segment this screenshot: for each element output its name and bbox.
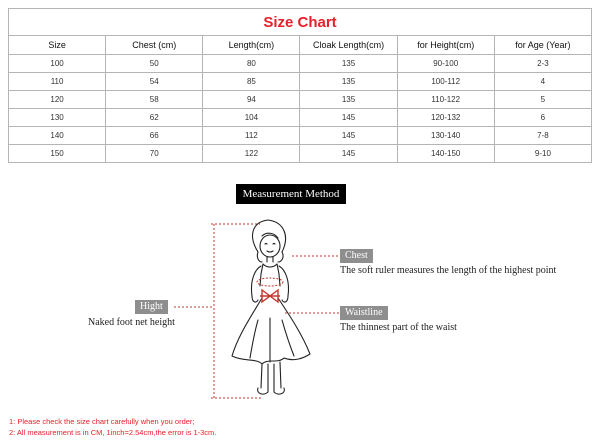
waistline-label: Waistline: [340, 306, 388, 320]
table-cell: 70: [106, 145, 203, 163]
table-cell: 94: [203, 91, 300, 109]
table-cell: 135: [300, 91, 397, 109]
girl-icon: [232, 220, 310, 394]
table-cell: 85: [203, 73, 300, 91]
table-cell: 120: [9, 91, 106, 109]
height-guide: [174, 224, 262, 398]
table-cell: 145: [300, 127, 397, 145]
table-cell: 100: [9, 55, 106, 73]
table-cell: 6: [494, 109, 591, 127]
table-cell: 104: [203, 109, 300, 127]
note-item: 1: Please check the size chart carefully when you order;: [9, 417, 195, 426]
column-header-cloak-length: Cloak Length(cm): [300, 36, 397, 55]
table-cell: 130-140: [397, 127, 494, 145]
table-cell: 122: [203, 145, 300, 163]
height-label: Hight: [135, 300, 168, 314]
column-header-height: for Height(cm): [397, 36, 494, 55]
table-cell: 9-10: [494, 145, 591, 163]
height-description: Naked foot net height: [88, 317, 175, 328]
note-item: 2: All measurement is in CM, 1inch=2.54cm,the error is 1-3cm.: [9, 428, 217, 437]
table-cell: 110: [9, 73, 106, 91]
table-cell: 5: [494, 91, 591, 109]
table-cell: 62: [106, 109, 203, 127]
table-cell: 140: [9, 127, 106, 145]
column-header-length: Length(cm): [203, 36, 300, 55]
waistline-description: The thinnest part of the waist: [340, 322, 457, 333]
table-cell: 120-132: [397, 109, 494, 127]
table-cell: 135: [300, 73, 397, 91]
table-cell: 90-100: [397, 55, 494, 73]
column-header-size: Size: [9, 36, 106, 55]
waist-bow-icon: [260, 290, 280, 302]
table-cell: 80: [203, 55, 300, 73]
table-cell: 2-3: [494, 55, 591, 73]
table-cell: 112: [203, 127, 300, 145]
chest-description: The soft ruler measures the length of the highest point: [340, 265, 557, 276]
measurement-method-title: Measurement Method: [236, 184, 346, 204]
size-chart-title: Size Chart: [9, 9, 592, 36]
table-cell: 66: [106, 127, 203, 145]
table-cell: 130: [9, 109, 106, 127]
table-cell: 54: [106, 73, 203, 91]
chest-label: Chest: [340, 249, 373, 263]
column-header-age: for Age (Year): [494, 36, 591, 55]
notes: [9, 416, 216, 438]
table-cell: 4: [494, 73, 591, 91]
table-cell: 150: [9, 145, 106, 163]
table-cell: 140-150: [397, 145, 494, 163]
table-cell: 135: [300, 55, 397, 73]
pointer-lines: [285, 256, 340, 313]
table-cell: 100-112: [397, 73, 494, 91]
table-cell: 145: [300, 109, 397, 127]
table-cell: 58: [106, 91, 203, 109]
table-cell: 50: [106, 55, 203, 73]
table-cell: 7-8: [494, 127, 591, 145]
table-cell: 110-122: [397, 91, 494, 109]
table-cell: 145: [300, 145, 397, 163]
column-header-chest: Chest (cm): [106, 36, 203, 55]
